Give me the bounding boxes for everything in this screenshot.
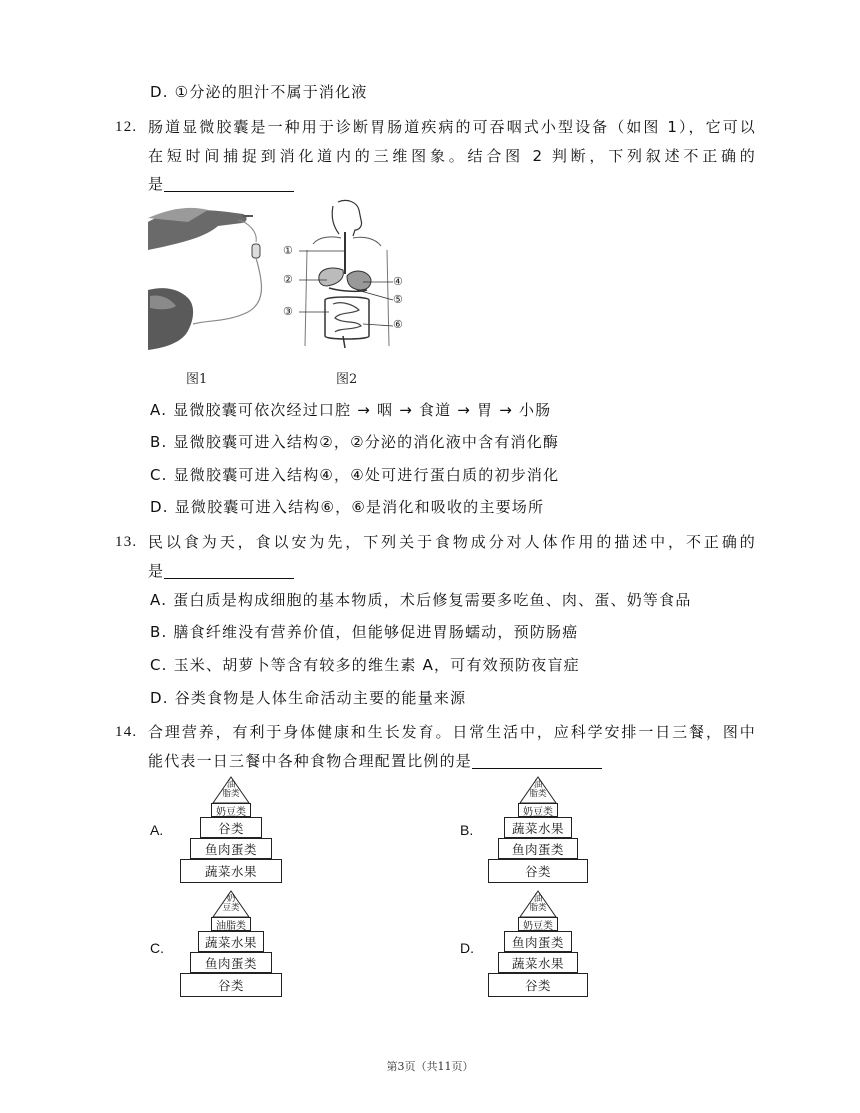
fig2-label-6: ⑥	[393, 318, 403, 331]
answer-blank	[164, 175, 294, 192]
fig2-label-4: ④	[393, 275, 403, 288]
q13-number: 13.	[115, 534, 138, 550]
fig2-label-5: ⑤	[393, 293, 403, 306]
pyramid-tier-2: 蔬菜水果	[198, 931, 264, 952]
food-pyramid-a: 油 脂类 奶豆类 谷类 鱼肉蛋类 蔬菜水果	[180, 776, 282, 884]
pyramid-tier-4: 谷类	[180, 973, 282, 997]
q13-stem-line2: 是	[148, 561, 294, 581]
pyramid-tier-1: 油脂类	[211, 917, 251, 931]
pyramid-tier-1: 奶豆类	[518, 803, 558, 817]
q13-option-a: A. 蛋白质是构成细胞的基本物质，术后修复需要多吃鱼、肉、蛋、奶等食品	[150, 591, 692, 609]
q14-stem-line1: 合理营养，有利于身体健康和生长发育。日常生活中，应科学安排一日三餐，图中	[148, 723, 756, 741]
q13-option-b: B. 膳食纤维没有营养价值，但能够促进胃肠蠕动，预防肠癌	[150, 623, 579, 641]
food-pyramid-b: 油 脂类 奶豆类 蔬菜水果 鱼肉蛋类 谷类	[488, 776, 588, 884]
q12-option-b: B. 显微胶囊可进入结构②，②分泌的消化液中含有消化酶	[150, 433, 560, 451]
q14-option-a-label: A.	[150, 822, 164, 838]
fig2-label-2: ②	[283, 273, 293, 286]
q13-option-c: C. 玉米、胡萝卜等含有较多的维生素 A，可有效预防夜盲症	[150, 656, 580, 674]
pyramid-tier-2: 鱼肉蛋类	[504, 931, 572, 952]
fig2-label-3: ③	[283, 305, 293, 318]
page-footer: 第3页（共11页）	[386, 1060, 474, 1073]
q13-stem-line1: 民以食为天，食以安为先，下列关于食物成分对人体作用的描述中，不正确的	[148, 533, 756, 551]
answer-blank	[164, 562, 294, 579]
q14-stem-line2: 能代表一日三餐中各种食物合理配置比例的是	[148, 751, 602, 771]
food-pyramid-c: 奶 豆类 油脂类 蔬菜水果 鱼肉蛋类 谷类	[180, 890, 282, 998]
pyramid-tier-4: 蔬菜水果	[180, 859, 282, 883]
q12-number: 12.	[115, 119, 138, 135]
pyramid-tier-3: 鱼肉蛋类	[190, 838, 272, 859]
pyramid-tier-1: 奶豆类	[518, 917, 558, 931]
q12-option-c: C. 显微胶囊可进入结构④，④处可进行蛋白质的初步消化	[150, 466, 560, 484]
q13-option-d: D. 谷类食物是人体生命活动主要的能量来源	[150, 689, 467, 707]
pyramid-tier-3: 蔬菜水果	[498, 952, 578, 973]
fig2-label-1: ①	[283, 244, 293, 257]
q12-option-d: D. 显微胶囊可进入结构⑥，⑥是消化和吸收的主要场所	[150, 498, 545, 516]
q14-option-b-label: B.	[460, 822, 474, 838]
q14-option-c-label: C.	[150, 940, 164, 956]
q12-stem-line2: 在短时间捕捉到消化道内的三维图象。结合图 2 判断，下列叙述不正确的	[148, 147, 756, 165]
q11-option-d: D. ①分泌的胆汁不属于消化液	[150, 83, 368, 101]
answer-blank	[472, 752, 602, 769]
pyramid-tier-1: 奶豆类	[211, 803, 251, 817]
q12-stem-line3: 是	[148, 174, 294, 194]
pyramid-tier-2: 蔬菜水果	[504, 817, 572, 838]
pyramid-tier-3: 鱼肉蛋类	[498, 838, 578, 859]
pyramid-tier-3: 鱼肉蛋类	[190, 952, 272, 973]
q12-option-a: A. 显微胶囊可依次经过口腔 → 咽 → 食道 → 胃 → 小肠	[150, 401, 552, 419]
q12-stem-line1: 肠道显微胶囊是一种用于诊断胃肠道疾病的可吞咽式小型设备（如图 1），它可以	[148, 118, 756, 136]
pyramid-tier-4: 谷类	[488, 859, 588, 883]
figure-1-capsule-photo	[148, 202, 278, 352]
q14-number: 14.	[115, 724, 138, 740]
pyramid-tier-2: 谷类	[200, 817, 262, 838]
food-pyramid-d: 油 脂类 奶豆类 鱼肉蛋类 蔬菜水果 谷类	[488, 890, 588, 998]
figure-1-caption: 图1	[186, 372, 208, 387]
q14-option-d-label: D.	[460, 940, 474, 956]
pyramid-tier-4: 谷类	[488, 973, 588, 997]
figure-2-caption: 图2	[336, 372, 358, 387]
